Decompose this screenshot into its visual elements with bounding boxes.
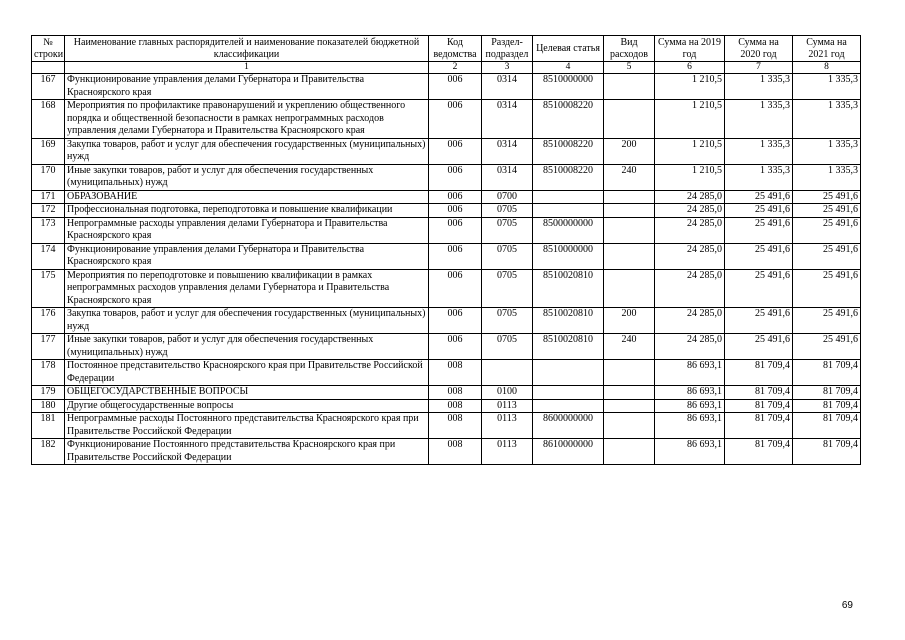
row-expense-type: 200 [604, 138, 655, 164]
row-sum-2019: 86 693,1 [655, 399, 725, 413]
row-department-code: 006 [429, 308, 482, 334]
row-section: 0314 [482, 138, 533, 164]
row-number: 167 [32, 74, 65, 100]
row-name: ОБЩЕГОСУДАРСТВЕННЫЕ ВОПРОСЫ [65, 386, 429, 400]
row-name: ОБРАЗОВАНИЕ [65, 190, 429, 204]
row-sum-2019: 24 285,0 [655, 334, 725, 360]
row-number: 170 [32, 164, 65, 190]
row-section: 0705 [482, 204, 533, 218]
table-row [32, 190, 861, 204]
row-section: 0314 [482, 74, 533, 100]
row-sum-2020: 25 491,6 [725, 334, 793, 360]
row-department-code: 008 [429, 413, 482, 439]
row-number: 169 [32, 138, 65, 164]
row-sum-2020: 25 491,6 [725, 204, 793, 218]
column-number-cell: 3 [482, 62, 533, 74]
row-department-code: 006 [429, 100, 482, 139]
row-expense-type [604, 243, 655, 269]
row-sum-2019: 86 693,1 [655, 386, 725, 400]
row-target-article: 8510020810 [533, 269, 604, 308]
row-sum-2021: 25 491,6 [793, 269, 861, 308]
column-number-cell: 4 [533, 62, 604, 74]
header-sum-2019: Сумма на 2019 год [655, 36, 725, 62]
page-number: 69 [841, 600, 853, 611]
row-section: 0113 [482, 399, 533, 413]
row-number: 179 [32, 386, 65, 400]
row-section: 0113 [482, 413, 533, 439]
row-target-article: 8510020810 [533, 308, 604, 334]
column-number-cell: 7 [725, 62, 793, 74]
row-number: 174 [32, 243, 65, 269]
row-sum-2020: 81 709,4 [725, 386, 793, 400]
column-number-cell: 2 [429, 62, 482, 74]
row-target-article: 8600000000 [533, 413, 604, 439]
row-number: 171 [32, 190, 65, 204]
row-expense-type [604, 74, 655, 100]
row-department-code: 006 [429, 74, 482, 100]
table-row [32, 269, 861, 308]
table-body [32, 74, 861, 465]
row-sum-2019: 1 210,5 [655, 100, 725, 139]
row-expense-type: 200 [604, 308, 655, 334]
row-target-article: 8510008220 [533, 164, 604, 190]
row-sum-2020: 1 335,3 [725, 164, 793, 190]
table-row [32, 217, 861, 243]
row-sum-2020: 25 491,6 [725, 217, 793, 243]
table-row [32, 399, 861, 413]
row-expense-type [604, 269, 655, 308]
column-number-row [32, 62, 861, 74]
row-expense-type [604, 439, 655, 465]
row-expense-type [604, 360, 655, 386]
column-number-cell: 1 [65, 62, 429, 74]
table-header-row [32, 36, 861, 62]
table-row [32, 74, 861, 100]
row-expense-type [604, 399, 655, 413]
row-name: Закупка товаров, работ и услуг для обеспечения государственных (муниципальных) нужд [65, 308, 429, 334]
table-row [32, 138, 861, 164]
row-section: 0705 [482, 308, 533, 334]
header-row-number: № строки [32, 36, 65, 62]
row-sum-2021: 81 709,4 [793, 360, 861, 386]
header-sum-2020: Сумма на 2020 год [725, 36, 793, 62]
row-expense-type: 240 [604, 334, 655, 360]
row-sum-2021: 25 491,6 [793, 308, 861, 334]
row-sum-2021: 1 335,3 [793, 164, 861, 190]
row-section: 0705 [482, 269, 533, 308]
row-sum-2020: 81 709,4 [725, 399, 793, 413]
row-section: 0705 [482, 243, 533, 269]
header-expense-type: Вид расходов [604, 36, 655, 62]
row-number: 182 [32, 439, 65, 465]
row-sum-2021: 81 709,4 [793, 439, 861, 465]
table-row [32, 308, 861, 334]
row-target-article: 8510000000 [533, 243, 604, 269]
row-sum-2019: 86 693,1 [655, 439, 725, 465]
row-name: Постоянное представительство Красноярского края при Правительстве Российской Федерации [65, 360, 429, 386]
row-section: 0314 [482, 164, 533, 190]
row-expense-type [604, 413, 655, 439]
row-name: Функционирование Постоянного представительства Красноярского края при Правительстве Российской Федерации [65, 439, 429, 465]
row-department-code: 006 [429, 190, 482, 204]
table-row [32, 360, 861, 386]
row-section: 0705 [482, 217, 533, 243]
table-row [32, 413, 861, 439]
row-sum-2019: 86 693,1 [655, 413, 725, 439]
row-name: Функционирование управления делами Губернатора и Правительства Красноярского края [65, 74, 429, 100]
row-sum-2021: 81 709,4 [793, 413, 861, 439]
row-target-article: 8510000000 [533, 74, 604, 100]
row-section [482, 360, 533, 386]
row-expense-type [604, 386, 655, 400]
row-sum-2021: 81 709,4 [793, 399, 861, 413]
row-target-article [533, 386, 604, 400]
row-name: Профессиональная подготовка, переподготовка и повышение квалификации [65, 204, 429, 218]
row-number: 175 [32, 269, 65, 308]
row-department-code: 008 [429, 360, 482, 386]
row-department-code: 006 [429, 204, 482, 218]
row-name: Функционирование управления делами Губернатора и Правительства Красноярского края [65, 243, 429, 269]
table-row [32, 334, 861, 360]
row-number: 176 [32, 308, 65, 334]
row-department-code: 006 [429, 164, 482, 190]
row-number: 168 [32, 100, 65, 139]
row-name: Мероприятия по профилактике правонарушений и укреплению общественного порядка и общественной безопасности в рамках непрограммных расходов управления делами Губернатора и Правительства Красноярского края [65, 100, 429, 139]
row-name: Непрограммные расходы Постоянного представительства Красноярского края при Правительстве Российской Федерации [65, 413, 429, 439]
column-number-cell: 6 [655, 62, 725, 74]
row-sum-2020: 25 491,6 [725, 190, 793, 204]
row-target-article: 8510008220 [533, 138, 604, 164]
row-sum-2020: 25 491,6 [725, 243, 793, 269]
row-sum-2021: 25 491,6 [793, 204, 861, 218]
row-department-code: 006 [429, 243, 482, 269]
row-name: Непрограммные расходы управления делами Губернатора и Правительства Красноярского края [65, 217, 429, 243]
row-sum-2020: 25 491,6 [725, 269, 793, 308]
row-section: 0314 [482, 100, 533, 139]
row-target-article [533, 190, 604, 204]
row-expense-type [604, 100, 655, 139]
row-sum-2020: 25 491,6 [725, 308, 793, 334]
row-sum-2021: 25 491,6 [793, 190, 861, 204]
header-target-article: Целевая статья [533, 36, 604, 62]
row-sum-2020: 81 709,4 [725, 413, 793, 439]
row-sum-2019: 1 210,5 [655, 164, 725, 190]
row-section: 0700 [482, 190, 533, 204]
row-sum-2021: 1 335,3 [793, 100, 861, 139]
row-number: 180 [32, 399, 65, 413]
row-sum-2020: 1 335,3 [725, 100, 793, 139]
row-name: Мероприятия по переподготовке и повышению квалификации в рамках непрограммных расходов управления делами Губернатора и Правительства Красноярского края [65, 269, 429, 308]
row-sum-2020: 81 709,4 [725, 439, 793, 465]
row-sum-2021: 25 491,6 [793, 243, 861, 269]
table-row [32, 164, 861, 190]
row-target-article: 8500000000 [533, 217, 604, 243]
row-sum-2019: 24 285,0 [655, 204, 725, 218]
row-sum-2019: 1 210,5 [655, 74, 725, 100]
row-sum-2019: 24 285,0 [655, 217, 725, 243]
row-section: 0113 [482, 439, 533, 465]
row-number: 178 [32, 360, 65, 386]
row-sum-2021: 1 335,3 [793, 138, 861, 164]
column-number-cell: 5 [604, 62, 655, 74]
row-number: 177 [32, 334, 65, 360]
row-target-article: 8510020810 [533, 334, 604, 360]
row-expense-type [604, 204, 655, 218]
row-expense-type: 240 [604, 164, 655, 190]
row-sum-2019: 86 693,1 [655, 360, 725, 386]
table-row [32, 204, 861, 218]
row-department-code: 008 [429, 399, 482, 413]
row-target-article [533, 399, 604, 413]
row-sum-2021: 1 335,3 [793, 74, 861, 100]
row-sum-2020: 1 335,3 [725, 138, 793, 164]
row-department-code: 008 [429, 439, 482, 465]
row-number: 181 [32, 413, 65, 439]
row-section: 0705 [482, 334, 533, 360]
row-target-article [533, 204, 604, 218]
row-sum-2019: 24 285,0 [655, 269, 725, 308]
row-department-code: 006 [429, 138, 482, 164]
row-sum-2021: 25 491,6 [793, 334, 861, 360]
header-section: Раздел- подраздел [482, 36, 533, 62]
row-department-code: 006 [429, 334, 482, 360]
header-name: Наименование главных распорядителей и наименование показателей бюджетной классификации [65, 36, 429, 62]
row-section: 0100 [482, 386, 533, 400]
header-sum-2021: Сумма на 2021 год [793, 36, 861, 62]
row-department-code: 008 [429, 386, 482, 400]
row-department-code: 006 [429, 269, 482, 308]
row-sum-2019: 1 210,5 [655, 138, 725, 164]
row-target-article [533, 360, 604, 386]
row-sum-2019: 24 285,0 [655, 243, 725, 269]
row-name: Иные закупки товаров, работ и услуг для обеспечения государственных (муниципальных) нужд [65, 334, 429, 360]
table-row [32, 386, 861, 400]
row-sum-2021: 25 491,6 [793, 217, 861, 243]
row-expense-type [604, 217, 655, 243]
row-sum-2020: 81 709,4 [725, 360, 793, 386]
row-sum-2019: 24 285,0 [655, 308, 725, 334]
budget-table [31, 35, 861, 465]
row-sum-2021: 81 709,4 [793, 386, 861, 400]
row-sum-2019: 24 285,0 [655, 190, 725, 204]
row-expense-type [604, 190, 655, 204]
row-name: Закупка товаров, работ и услуг для обеспечения государственных (муниципальных) нужд [65, 138, 429, 164]
row-name: Иные закупки товаров, работ и услуг для обеспечения государственных (муниципальных) нужд [65, 164, 429, 190]
row-department-code: 006 [429, 217, 482, 243]
row-target-article: 8610000000 [533, 439, 604, 465]
row-number: 173 [32, 217, 65, 243]
column-number-cell: 8 [793, 62, 861, 74]
table-row [32, 100, 861, 139]
table-row [32, 439, 861, 465]
header-department-code: Код ведомства [429, 36, 482, 62]
table-row [32, 243, 861, 269]
row-number: 172 [32, 204, 65, 218]
row-sum-2020: 1 335,3 [725, 74, 793, 100]
column-number-cell [32, 62, 65, 74]
row-name: Другие общегосударственные вопросы [65, 399, 429, 413]
row-target-article: 8510008220 [533, 100, 604, 139]
